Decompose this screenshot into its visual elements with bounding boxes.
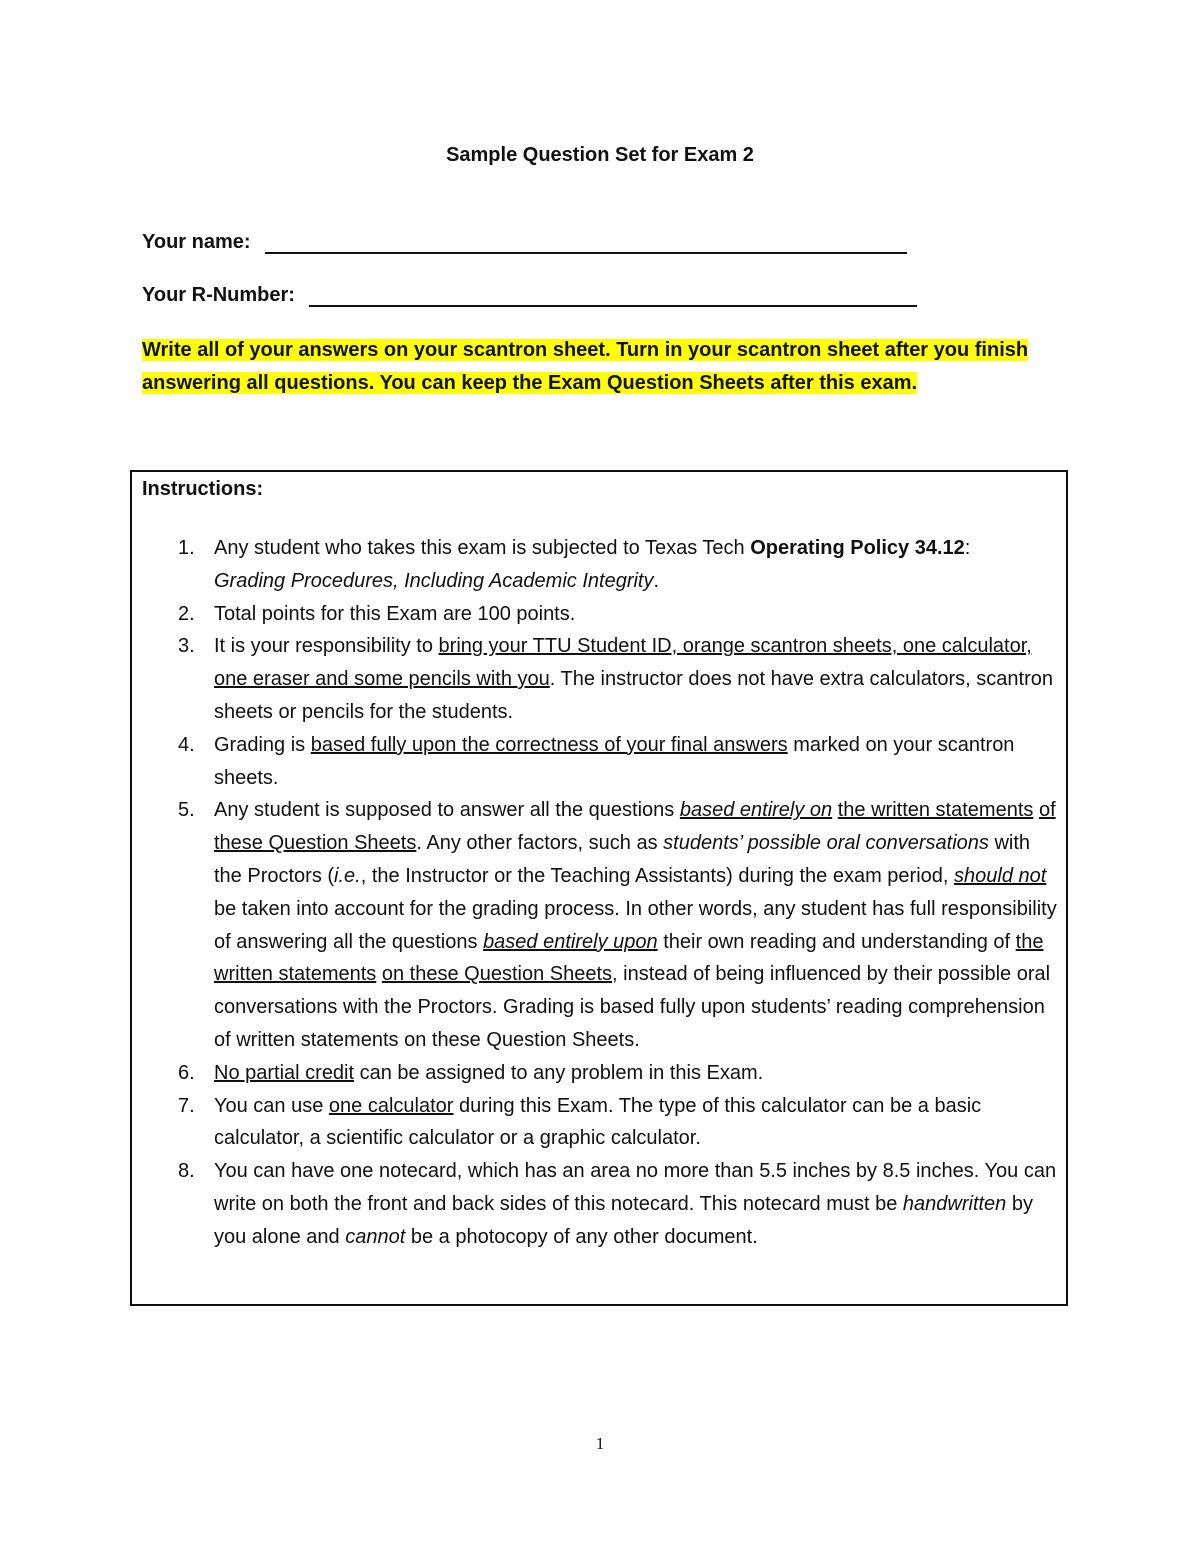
item-text: instead of being influenced by their possible oral conversations with the Proctors. Grading is based fully upon students’ reading comprehension of written statements on these Question Sheets. [214,963,1051,1051]
underlined-italic-text: should not [954,864,1047,887]
notice-line-2: answering all questions. You can keep the Exam Question Sheets after this exam. [142,372,918,394]
item-text: can be assigned to any problem in this Exam. [354,1061,764,1084]
item-number: 2. [178,602,195,625]
rnumber-field[interactable] [142,283,917,307]
item-number: 7. [178,1094,195,1117]
item-text: . The instructor does not have extra calculators, scantron sheets or pencils for the students. [214,668,1053,723]
exam-notice [142,334,1072,400]
underlined-text: bring your TTU Student ID, orange scantron sheets, one calculator, one eraser and some pencils with you [214,635,1032,691]
policy-subtitle: Grading Procedures, Including Academic Integrity [214,569,654,592]
policy-reference: Operating Policy 34.12 [750,537,965,559]
item-text: It is your responsibility to [214,635,439,658]
underlined-text: the written statements [837,799,1034,822]
item-text: marked on your scantron sheets. [214,733,1015,789]
item-number: 6. [178,1061,195,1084]
item-text: . [653,569,660,592]
instructions-title: Instructions: [142,478,264,500]
item-text: You can have one notecard, which has an area no more than 5.5 inches by 8.5 inches. You can write on both the front and back sides of this notecard. This notecard must be [214,1160,1057,1215]
name-blank-line[interactable] [265,230,907,254]
underlined-text: one calculator [328,1094,454,1117]
list-item [162,729,1060,795]
item-text: be taken into account for the grading process. In other words, any student has full responsibility of answering all the questions [214,897,1057,953]
rnumber-label: Your R-Number: [142,284,295,306]
item-text: their own reading and understanding of [657,930,1016,953]
item-text: . Any other factors, such as [416,832,664,855]
item-text: by you alone and [214,1192,1033,1248]
page-title: Sample Question Set for Exam 2 [446,144,754,166]
italic-text: students’ possible oral conversations [663,832,989,855]
item-number: 8. [178,1160,195,1183]
item-text: Total points for this Exam are 100 points. [214,602,576,625]
item-text: Grading is [214,733,311,756]
instructions-list [162,532,1060,1254]
item-text: Any student is supposed to answer all the questions [214,799,680,822]
underlined-text: the written statements [214,930,1044,986]
list-item [162,598,1060,631]
item-number: 4. [178,733,195,756]
item-text: You can use [214,1094,329,1117]
underlined-text: of these Question Sheets [214,799,1056,855]
name-field[interactable] [142,230,907,254]
notice-line-1: Write all of your answers on your scantron sheet. Turn in your scantron sheet after you finish [142,339,1029,361]
item-text: , the Instructor or the Teaching Assistants) during the exam period, [360,864,955,887]
italic-text: i.e. [334,864,361,887]
list-item [162,532,1060,598]
list-item [162,794,1060,1056]
item-text: : [964,537,971,559]
list-item [162,1090,1060,1156]
underlined-text: based fully upon the correctness of your final answers [310,733,788,756]
underlined-italic-text: based entirely upon [483,930,658,953]
list-item [162,630,1060,728]
underlined-text: No partial credit [214,1061,355,1084]
item-number: 5. [178,799,195,822]
item-number: 1. [178,537,195,559]
item-text: be a photocopy of any other document. [405,1225,758,1248]
page-number: 1 [595,1434,605,1453]
rnumber-blank-line[interactable] [309,283,917,307]
list-item [162,1155,1060,1253]
instructions-box [130,470,1068,1306]
underlined-text: on these Question Sheets, [381,963,618,986]
item-text: during this Exam. The type of this calculator can be a basic calculator, a scientific calculator or a graphic calculator. [214,1094,982,1150]
item-text: with the Proctors ( [214,832,1031,887]
item-text: Any student who takes this exam is subjected to Texas Tech [214,537,751,559]
item-number: 3. [178,635,195,658]
name-label: Your name: [142,231,251,253]
italic-text: cannot [345,1225,406,1248]
italic-text: handwritten [902,1192,1007,1215]
underlined-italic-text: based entirely on [679,799,833,822]
list-item [162,1057,1060,1090]
